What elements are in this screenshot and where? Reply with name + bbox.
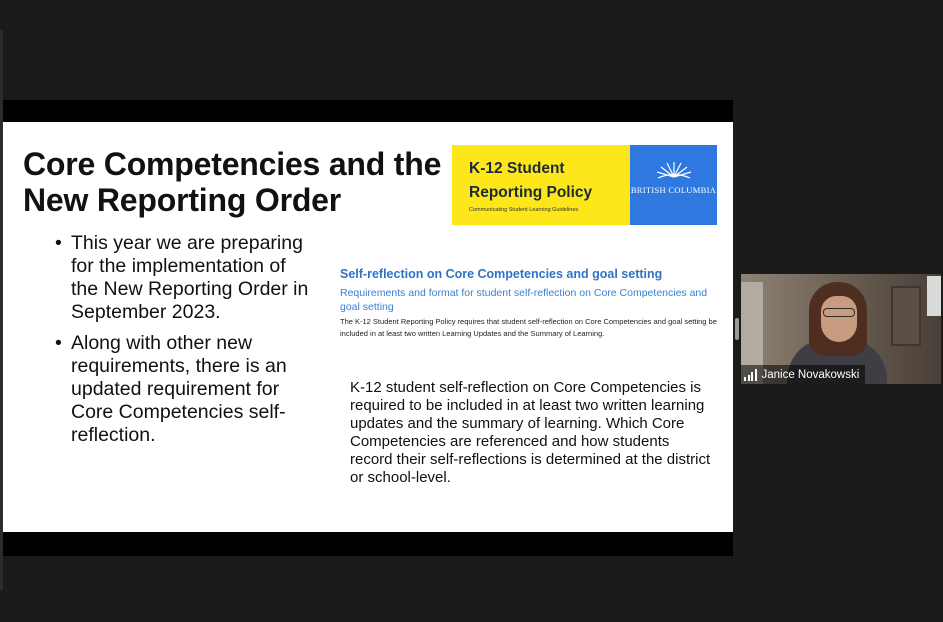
- banner-title: K-12 Student Reporting Policy: [469, 160, 593, 201]
- slide-title: Core Competencies and the New Reporting Order: [23, 146, 442, 218]
- slide-bullet: • Along with other new requirements, there is an updated requirement for Core Competencies self-reflection.: [55, 332, 315, 447]
- participant-glasses: [823, 308, 855, 317]
- summary-text: K-12 student self-reflection on Core Competencies is required to be included in at least two written learning updates and the summary of learning. Which Core Competencies are referenced and how students record their self-reflections is determined at the district or school-level.: [350, 379, 711, 486]
- video-picture-frame: [891, 286, 921, 346]
- participant-face: [821, 296, 857, 342]
- participant-name: Janice Novakowski: [761, 368, 860, 381]
- policy-banner: [452, 145, 717, 225]
- excerpt-heading: Self-reflection on Core Competencies and goal setting: [340, 267, 663, 281]
- signal-strength-icon: [744, 369, 757, 381]
- presentation-slide: [3, 122, 733, 532]
- participant-video-tile[interactable]: [741, 274, 941, 384]
- participant-nameplate: [741, 365, 865, 384]
- video-window: [927, 276, 941, 316]
- banner-yellow-panel: [452, 145, 630, 225]
- slide-bullet-list: [55, 232, 315, 455]
- banner-blue-panel: [630, 145, 717, 225]
- excerpt-subheading: Requirements and format for student self-reflection on Core Competencies and goal setting: [340, 287, 708, 313]
- excerpt-body: The K-12 Student Reporting Policy requires that student self-reflection on Core Competencies and goal setting be included in at least two written Learning Updates and the Summary of Learning.: [340, 317, 717, 338]
- slide-bullet: • This year we are preparing for the implementation of the New Reporting Order in September 2023.: [55, 232, 315, 324]
- bc-sunburst-logo-icon: [654, 161, 694, 179]
- bc-logo-text: BRITISH COLUMBIA: [630, 185, 717, 195]
- policy-excerpt: [340, 266, 720, 340]
- panel-resize-handle[interactable]: [735, 318, 739, 340]
- banner-subtitle: Communicating Student Learning Guidelines: [469, 207, 579, 213]
